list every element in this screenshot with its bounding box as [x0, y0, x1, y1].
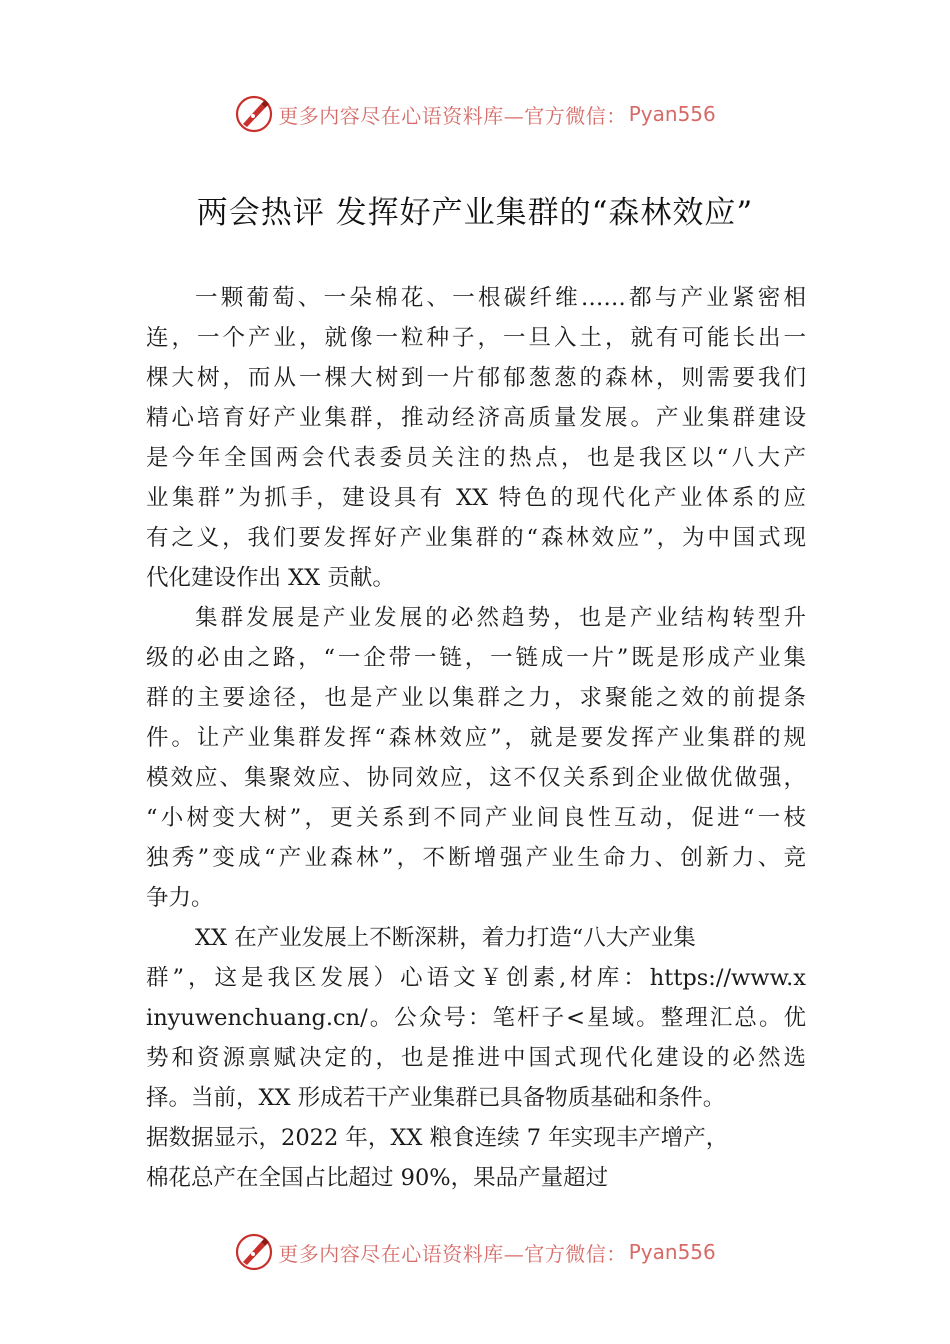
text-line: 连，一个产业，就像一粒种子，一旦入土，就有可能长出一	[146, 325, 806, 351]
text-line: 势和资源禀赋决定的，也是推进中国式现代化建设的必然选	[146, 1045, 806, 1071]
text-line: 业集群”为抓手，建设具有 XX 特色的现代化产业体系的应	[146, 485, 806, 511]
article-body	[146, 278, 806, 1198]
paragraph-1	[146, 278, 806, 598]
text-line: 群”，这是我区发展）心语文￥创素,材库：https://www.x	[146, 965, 806, 991]
text-line: 代化建设作出 XX 贡献。	[146, 565, 395, 591]
text-line: 据数据显示，2022 年，XX 粮食连续 7 年实现丰产增产，	[146, 1125, 729, 1151]
banner-text: 更多内容尽在心语资料库—官方微信：	[278, 103, 627, 128]
text-line: 棵大树，而从一棵大树到一片郁郁葱葱的森林，则需要我们	[146, 365, 806, 391]
pen-nib-logo-icon	[234, 1232, 274, 1272]
text-line: 独秀”变成“产业森林”，不断增强产业生命力、创新力、竞	[146, 845, 806, 871]
banner-wechat-id: Pyan556	[628, 1240, 716, 1264]
paragraph-2	[146, 598, 806, 918]
banner-wechat-id: Pyan556	[628, 102, 716, 126]
text-line: 级的必由之路，“一企带一链，一链成一片”既是形成产业集	[146, 645, 806, 671]
text-line: 争力。	[146, 885, 214, 911]
text-line: 一颗葡萄、一朵棉花、一根碳纤维……都与产业紧密相	[195, 285, 806, 311]
footer-watermark-banner	[0, 1230, 950, 1274]
paragraph-3	[146, 918, 806, 1198]
text-line: 棉花总产在全国占比超过 90%，果品产量超过	[146, 1165, 609, 1191]
text-line: inyuwenchuang.cn/。公众号：笔杆子<星域。整理汇总。优	[146, 1005, 806, 1031]
text-line: 是今年全国两会代表委员关注的热点，也是我区以“八大产	[146, 445, 806, 471]
text-line: XX 在产业发展上不断深耕，着力打造“八大产业集	[195, 925, 696, 951]
text-line: 有之义，我们要发挥好产业集群的“森林效应”，为中国式现	[146, 525, 806, 551]
banner-text: 更多内容尽在心语资料库—官方微信：	[278, 1241, 627, 1266]
text-line: 择。当前，XX 形成若干产业集群已具备物质基础和条件。	[146, 1085, 726, 1111]
text-line: 精心培育好产业集群，推动经济高质量发展。产业集群建设	[146, 405, 806, 431]
text-line: 群的主要途径，也是产业以集群之力，求聚能之效的前提条	[146, 685, 806, 711]
text-line: “小树变大树”，更关系到不同产业间良性互动，促进“一枝	[146, 805, 806, 831]
text-line: 件。让产业集群发挥“森林效应”，就是要发挥产业集群的规	[146, 725, 806, 751]
pen-nib-logo-icon	[234, 94, 274, 134]
text-line: 集群发展是产业发展的必然趋势，也是产业结构转型升	[195, 605, 806, 631]
article-title: 两会热评 发挥好产业集群的“森林效应”	[196, 195, 754, 231]
header-watermark-banner	[0, 92, 950, 136]
text-line: 模效应、集聚效应、协同效应，这不仅关系到企业做优做强，	[146, 765, 806, 791]
